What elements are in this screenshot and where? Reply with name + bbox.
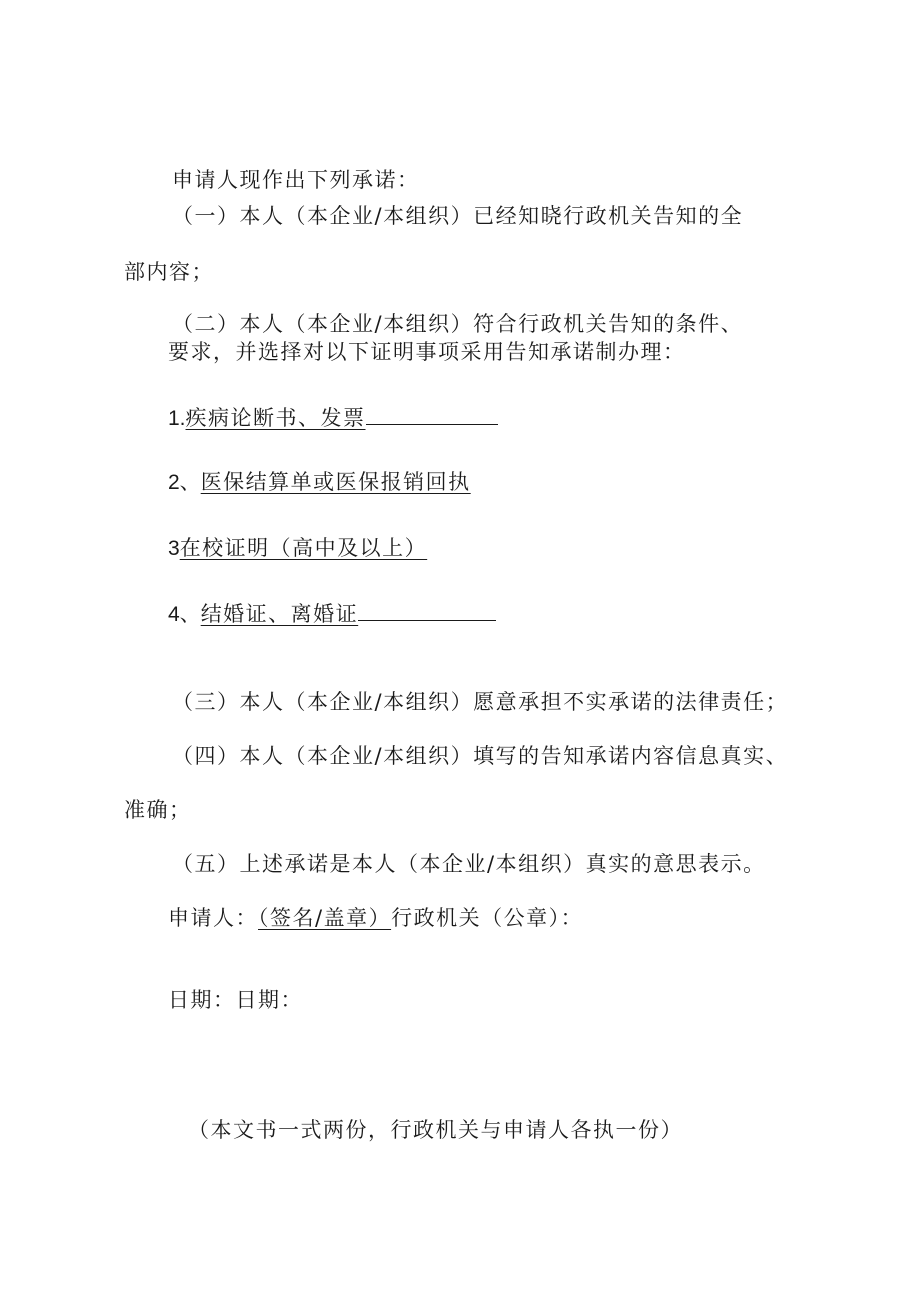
item-1-blank-line [366, 404, 498, 425]
clause-1-line-1: （一）本人（本企业/本组织）已经知晓行政机关告知的全 [172, 204, 744, 228]
clause-3: （三）本人（本企业/本组织）愿意承担不实承诺的法律责任； [172, 690, 789, 714]
clause-5: （五）上述承诺是本人（本企业/本组织）真实的意思表示。 [172, 852, 766, 876]
item-4 [168, 600, 496, 629]
clause-2-line-2: 要求，并选择对以下证明事项采用告知承诺制办理： [168, 340, 686, 364]
item-1-text: 疾病论断书、发票 [185, 406, 366, 430]
clause-1-line-2: 部内容； [124, 260, 214, 284]
clause-2-line-1: （二）本人（本企业/本组织）符合行政机关告知的条件、 [172, 312, 744, 336]
item-4-number: 4、 [168, 603, 201, 626]
item-1-number: 1. [168, 407, 186, 430]
signature-line [168, 904, 583, 932]
item-2 [168, 468, 471, 497]
item-1 [168, 404, 498, 433]
footer-note: （本文书一式两份，行政机关与申请人各执一份） [188, 1118, 683, 1142]
signature-field: （签名/盖章） [258, 906, 392, 930]
clause-4-line-1: （四）本人（本企业/本组织）填写的告知承诺内容信息真实、 [172, 744, 789, 768]
item-2-number: 2、 [168, 471, 201, 494]
item-2-text: 医保结算单或医保报销回执 [200, 470, 471, 494]
item-3-text: 在校证明（高中及以上） [179, 536, 428, 560]
intro-text: 申请人现作出下列承诺： [172, 168, 420, 192]
clause-4-line-2: 准确； [124, 798, 192, 822]
item-3-number: 3 [168, 537, 180, 560]
date-line: 日期：日期： [168, 988, 303, 1012]
item-4-blank-line [358, 600, 496, 621]
agency-seal-label: 行政机关（公章）： [391, 906, 584, 930]
item-4-text: 结婚证、离婚证 [200, 602, 359, 626]
item-3 [168, 534, 427, 563]
applicant-label: 申请人： [168, 906, 258, 930]
